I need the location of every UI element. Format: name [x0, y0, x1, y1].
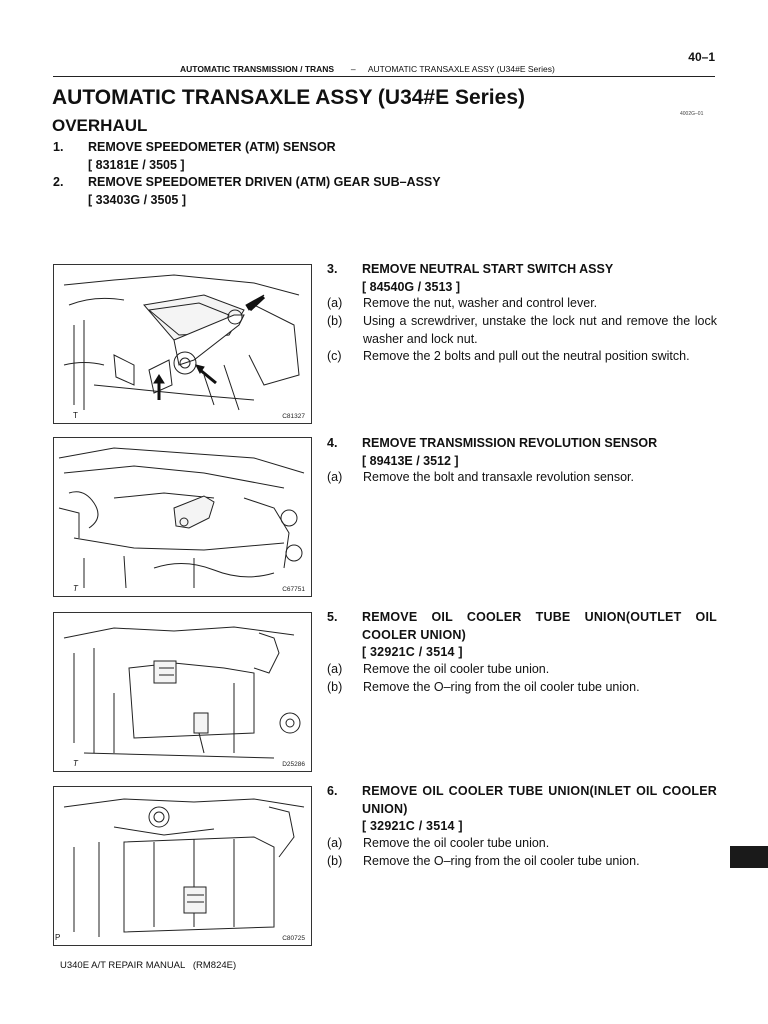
figure-letter: T	[73, 759, 78, 768]
figure-code: C81327	[282, 413, 305, 420]
step-number: 1.	[53, 140, 64, 154]
figure-revolution-sensor	[53, 437, 312, 597]
step-heading: REMOVE SPEEDOMETER DRIVEN (ATM) GEAR SUB–ASSY [ 33403G / 3505 ]	[88, 175, 441, 207]
substep-label: (a)	[327, 296, 343, 310]
step-heading: REMOVE SPEEDOMETER (ATM) SENSOR [ 83181E / 3505 ]	[88, 140, 336, 172]
step-number: 2.	[53, 175, 64, 189]
step-number: 5.	[327, 610, 338, 624]
step-2	[53, 174, 653, 210]
step-number: 4.	[327, 436, 338, 450]
substep-label: (a)	[327, 662, 343, 676]
outlet-union-drawing	[54, 613, 311, 771]
substep-text: Remove the 2 bolts and pull out the neutral position switch.	[363, 349, 690, 363]
page-number: 40–1	[688, 50, 715, 64]
substep-label: (b)	[327, 680, 343, 694]
substep-label: (b)	[327, 854, 343, 868]
figure-letter: P	[55, 933, 61, 942]
substep-text: Remove the O–ring from the oil cooler tube union.	[363, 680, 640, 694]
figure-outlet-cooler-union	[53, 612, 312, 772]
figure-code: C67751	[282, 586, 305, 593]
figure-neutral-start-switch	[53, 264, 312, 424]
step-number: 6.	[327, 784, 338, 798]
step-heading: REMOVE NEUTRAL START SWITCH ASSY [ 84540G / 3513 ]	[362, 262, 614, 294]
page-footer: U340E A/T REPAIR MANUAL (RM824E)	[60, 960, 237, 971]
figure-letter: T	[73, 584, 78, 593]
reference-code: 4002G–01	[680, 111, 704, 117]
page-title: AUTOMATIC TRANSAXLE ASSY (U34#E Series)	[52, 86, 525, 109]
substep-label: (a)	[327, 836, 343, 850]
substep-text: Remove the O–ring from the oil cooler tube union.	[363, 854, 640, 868]
step-3	[327, 261, 717, 386]
substep-text: Remove the oil cooler tube union.	[363, 662, 550, 676]
step-heading: REMOVE OIL COOLER TUBE UNION(INLET OIL COOLER UNION) [ 32921C / 3514 ]	[362, 784, 717, 833]
substep-text: Remove the bolt and transaxle revolution sensor.	[363, 470, 634, 484]
running-header	[180, 64, 555, 74]
step-heading: REMOVE TRANSMISSION REVOLUTION SENSOR [ 89413E / 3512 ]	[362, 436, 658, 468]
substep-label: (c)	[327, 349, 342, 363]
step-4	[327, 435, 717, 490]
section-tab-marker	[730, 846, 768, 868]
page-subtitle: OVERHAUL	[52, 116, 148, 135]
figure-inlet-cooler-union	[53, 786, 312, 946]
header-dash: –	[350, 64, 356, 74]
substep-text: Remove the oil cooler tube union.	[363, 836, 550, 850]
step-5	[327, 609, 717, 699]
inlet-union-drawing	[54, 787, 311, 945]
header-section-left: AUTOMATIC TRANSMISSION / TRANS	[180, 64, 335, 74]
revolution-sensor-drawing	[54, 438, 311, 596]
step-1	[53, 139, 653, 175]
header-rule	[53, 76, 715, 77]
figure-letter: T	[73, 411, 78, 420]
step-number: 3.	[327, 262, 338, 276]
substep-text: Using a screwdriver, unstake the lock nut and remove the lock washer and lock nut.	[363, 314, 717, 346]
neutral-switch-drawing	[54, 265, 311, 423]
step-heading: REMOVE OIL COOLER TUBE UNION(OUTLET OIL COOLER UNION) [ 32921C / 3514 ]	[362, 610, 717, 659]
step-6	[327, 783, 717, 873]
figure-code: D25286	[282, 761, 305, 768]
substep-label: (b)	[327, 314, 343, 328]
substep-text: Remove the nut, washer and control lever.	[363, 296, 598, 310]
header-section-right: AUTOMATIC TRANSAXLE ASSY (U34#E Series)	[367, 64, 555, 74]
substep-label: (a)	[327, 470, 343, 484]
figure-code: C80725	[282, 935, 305, 942]
